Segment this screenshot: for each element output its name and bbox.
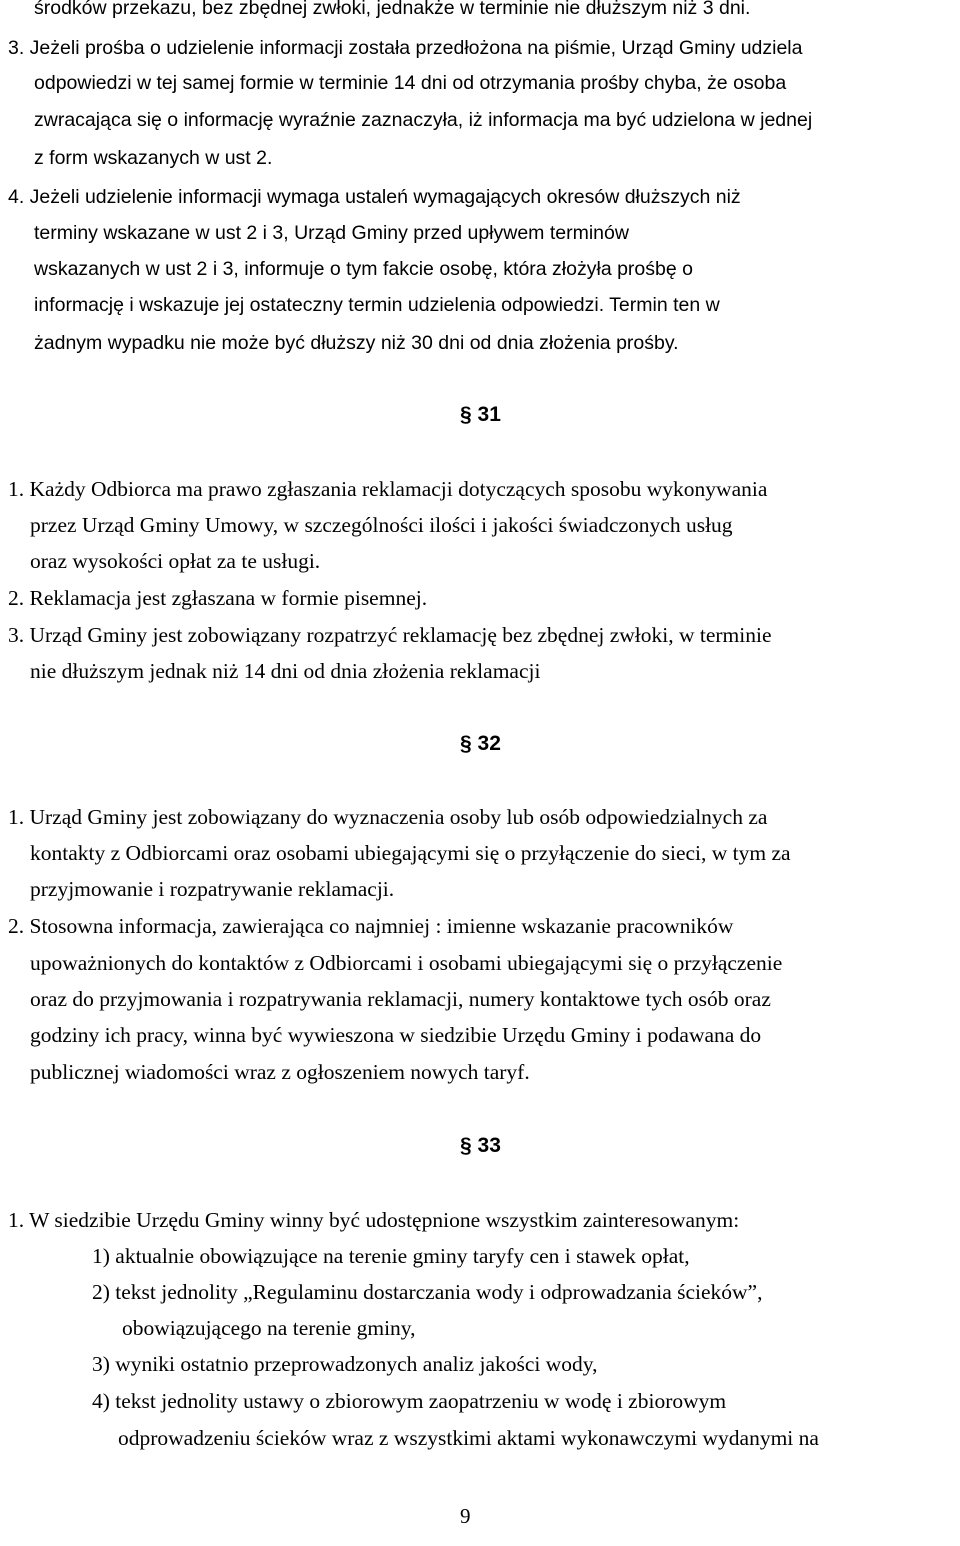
paragraph-line: 1. Urząd Gminy jest zobowiązany do wyznaczenia osoby lub osób odpowiedzialnych za <box>8 805 768 829</box>
list-item: 3) wyniki ostatnio przeprowadzonych analiz jakości wody, <box>92 1352 598 1376</box>
paragraph-line: środków przekazu, bez zbędnej zwłoki, jednakże w terminie nie dłuższym niż 3 dni. <box>34 0 751 19</box>
paragraph-line: odpowiedzi w tej samej formie w terminie 14 dni od otrzymania prośby chyba, że osoba <box>34 72 787 94</box>
paragraph-line: wskazanych w ust 2 i 3, informuje o tym fakcie osobę, która złożyła prośbę o <box>34 258 693 280</box>
list-item: 4) tekst jednolity ustawy o zbiorowym zaopatrzeniu w wodę i zbiorowym <box>92 1389 727 1413</box>
paragraph-line: 1. W siedzibie Urzędu Gminy winny być udostępnione wszystkim zainteresowanym: <box>8 1208 740 1232</box>
paragraph-line: publicznej wiadomości wraz z ogłoszeniem nowych taryf. <box>30 1060 530 1084</box>
paragraph-line: informację i wskazuje jej ostateczny termin udzielenia odpowiedzi. Termin ten w <box>34 294 720 316</box>
section-heading: § 33 <box>460 1134 501 1157</box>
paragraph-line: nie dłuższym jednak niż 14 dni od dnia złożenia reklamacji <box>30 659 541 683</box>
paragraph-line: upoważnionych do kontaktów z Odbiorcami i osobami ubiegającymi się o przyłączenie <box>30 951 783 975</box>
paragraph-line: 3. Jeżeli prośba o udzielenie informacji została przedłożona na piśmie, Urząd Gminy udziela <box>8 37 803 59</box>
paragraph-line: przyjmowanie i rozpatrywanie reklamacji. <box>30 877 395 901</box>
section-heading: § 31 <box>460 403 501 426</box>
paragraph-line: 2. Reklamacja jest zgłaszana w formie pisemnej. <box>8 586 428 610</box>
list-item-continuation: obowiązującego na terenie gminy, <box>122 1316 416 1340</box>
list-item: 2) tekst jednolity „Regulaminu dostarczania wody i odprowadzania ścieków”, <box>92 1280 763 1304</box>
paragraph-line: 3. Urząd Gminy jest zobowiązany rozpatrzyć reklamację bez zbędnej zwłoki, w terminie <box>8 623 772 647</box>
paragraph-line: kontakty z Odbiorcami oraz osobami ubiegającymi się o przyłączenie do sieci, w tym za <box>30 841 791 865</box>
paragraph-line: terminy wskazane w ust 2 i 3, Urząd Gminy przed upływem terminów <box>34 222 629 244</box>
paragraph-line: zwracająca się o informację wyraźnie zaznaczyła, iż informacja ma być udzielona w jednej <box>34 109 813 131</box>
list-item-continuation: odprowadzeniu ścieków wraz z wszystkimi aktami wykonawczymi wydanymi na <box>118 1426 819 1450</box>
paragraph-line: żadnym wypadku nie może być dłuższy niż 30 dni od dnia złożenia prośby. <box>34 332 679 354</box>
list-item: 1) aktualnie obowiązujące na terenie gminy taryfy cen i stawek opłat, <box>92 1244 690 1268</box>
paragraph-line: 4. Jeżeli udzielenie informacji wymaga ustaleń wymagających okresów dłuższych niż <box>8 186 741 208</box>
paragraph-line: z form wskazanych w ust 2. <box>34 147 273 169</box>
page-number: 9 <box>460 1504 471 1528</box>
paragraph-line: godziny ich pracy, winna być wywieszona w siedzibie Urzędu Gminy i podawana do <box>30 1023 762 1047</box>
paragraph-line: oraz wysokości opłat za te usługi. <box>30 549 321 573</box>
paragraph-line: 1. Każdy Odbiorca ma prawo zgłaszania reklamacji dotyczących sposobu wykonywania <box>8 477 768 501</box>
paragraph-line: przez Urząd Gminy Umowy, w szczególności ilości i jakości świadczonych usług <box>30 513 733 537</box>
paragraph-line: 2. Stosowna informacja, zawierająca co najmniej : imienne wskazanie pracowników <box>8 914 734 938</box>
paragraph-line: oraz do przyjmowania i rozpatrywania reklamacji, numery kontaktowe tych osób oraz <box>30 987 771 1011</box>
section-heading: § 32 <box>460 732 501 755</box>
